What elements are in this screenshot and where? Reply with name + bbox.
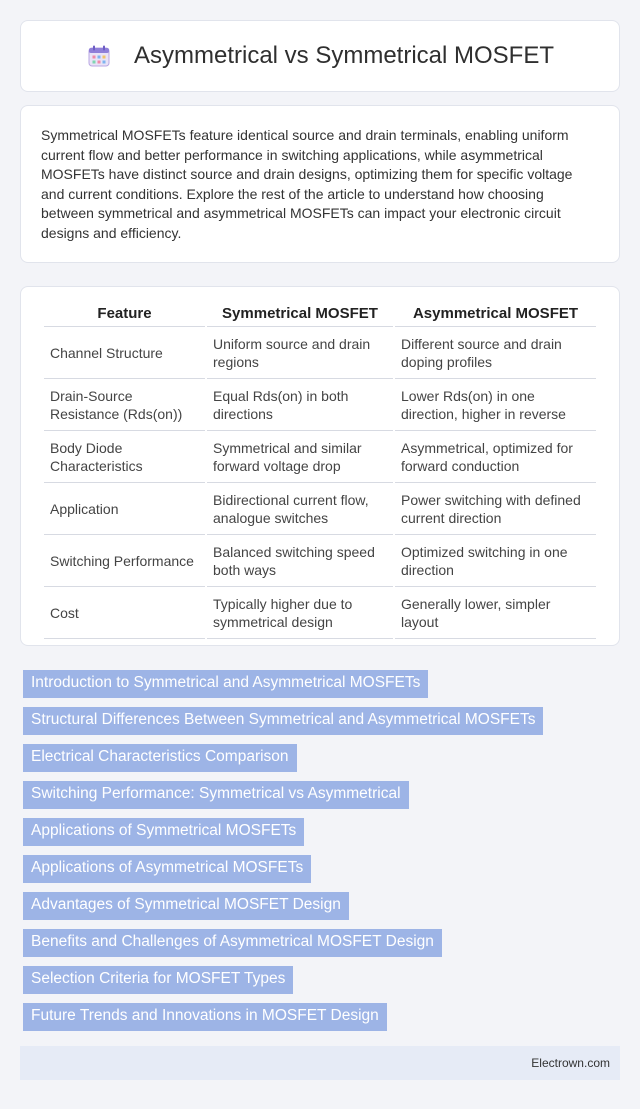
cell-feature: Drain-Source Resistance (Rds(on)) [44,381,205,431]
comparison-table-card [20,286,620,646]
toc-link-introduction[interactable]: Introduction to Symmetrical and Asymmetrical MOSFETs [23,670,428,698]
toc-link-benefits-asymmetrical[interactable]: Benefits and Challenges of Asymmetrical MOSFET Design [23,929,442,957]
toc-link-applications-symmetrical[interactable]: Applications of Symmetrical MOSFETs [23,818,304,846]
title-card [20,20,620,92]
cell-symmetrical: Bidirectional current flow, analogue switches [207,485,393,535]
header-asymmetrical: Asymmetrical MOSFET [395,297,596,327]
table-of-contents [23,670,620,1040]
cell-asymmetrical: Optimized switching in one direction [395,537,596,587]
footer [20,1046,620,1080]
cell-feature: Cost [44,589,205,639]
cell-asymmetrical: Power switching with defined current direction [395,485,596,535]
cell-asymmetrical: Asymmetrical, optimized for forward conduction [395,433,596,483]
cell-feature: Body Diode Characteristics [44,433,205,483]
cell-asymmetrical: Lower Rds(on) in one direction, higher in reverse [395,381,596,431]
cell-feature: Application [44,485,205,535]
cell-feature: Switching Performance [44,537,205,587]
toc-link-structural-differences[interactable]: Structural Differences Between Symmetrical and Asymmetrical MOSFETs [23,707,543,735]
cell-symmetrical: Typically higher due to symmetrical design [207,589,393,639]
cell-symmetrical: Symmetrical and similar forward voltage drop [207,433,393,483]
table-row [44,485,596,535]
cell-symmetrical: Balanced switching speed both ways [207,537,393,587]
cell-symmetrical: Uniform source and drain regions [207,329,393,379]
page-title: Asymmetrical vs Symmetrical MOSFET [133,42,555,69]
toc-link-applications-asymmetrical[interactable]: Applications of Asymmetrical MOSFETs [23,855,311,883]
cell-asymmetrical: Different source and drain doping profiles [395,329,596,379]
table-row [44,381,596,431]
toc-link-switching-performance[interactable]: Switching Performance: Symmetrical vs Asymmetrical [23,781,409,809]
cell-asymmetrical: Generally lower, simpler layout [395,589,596,639]
toc-link-advantages-symmetrical[interactable]: Advantages of Symmetrical MOSFET Design [23,892,349,920]
toc-link-selection-criteria[interactable]: Selection Criteria for MOSFET Types [23,966,293,994]
toc-link-electrical-characteristics[interactable]: Electrical Characteristics Comparison [23,744,297,772]
header-feature: Feature [44,297,205,327]
cell-symmetrical: Equal Rds(on) in both directions [207,381,393,431]
toc-link-future-trends[interactable]: Future Trends and Innovations in MOSFET Design [23,1003,387,1031]
intro-paragraph: Symmetrical MOSFETs feature identical source and drain terminals, enabling uniform current flow and better performance in switching applications, while asymmetrical MOSFETs have distinct source and drain designs, optimizing them for specific voltage and current conditions. Explore the rest of the article to understand how choosing between symmetrical and asymmetrical MOSFETs can impact your electronic circuit designs and efficiency. [41,127,573,241]
footer-brand: Electrown.com [531,1056,610,1070]
calendar-icon [86,43,112,69]
comparison-table [42,295,598,641]
table-row [44,589,596,639]
table-header-row [44,297,596,327]
intro-card [20,105,620,263]
table-row [44,329,596,379]
cell-feature: Channel Structure [44,329,205,379]
table-row [44,433,596,483]
table-row [44,537,596,587]
header-symmetrical: Symmetrical MOSFET [207,297,393,327]
